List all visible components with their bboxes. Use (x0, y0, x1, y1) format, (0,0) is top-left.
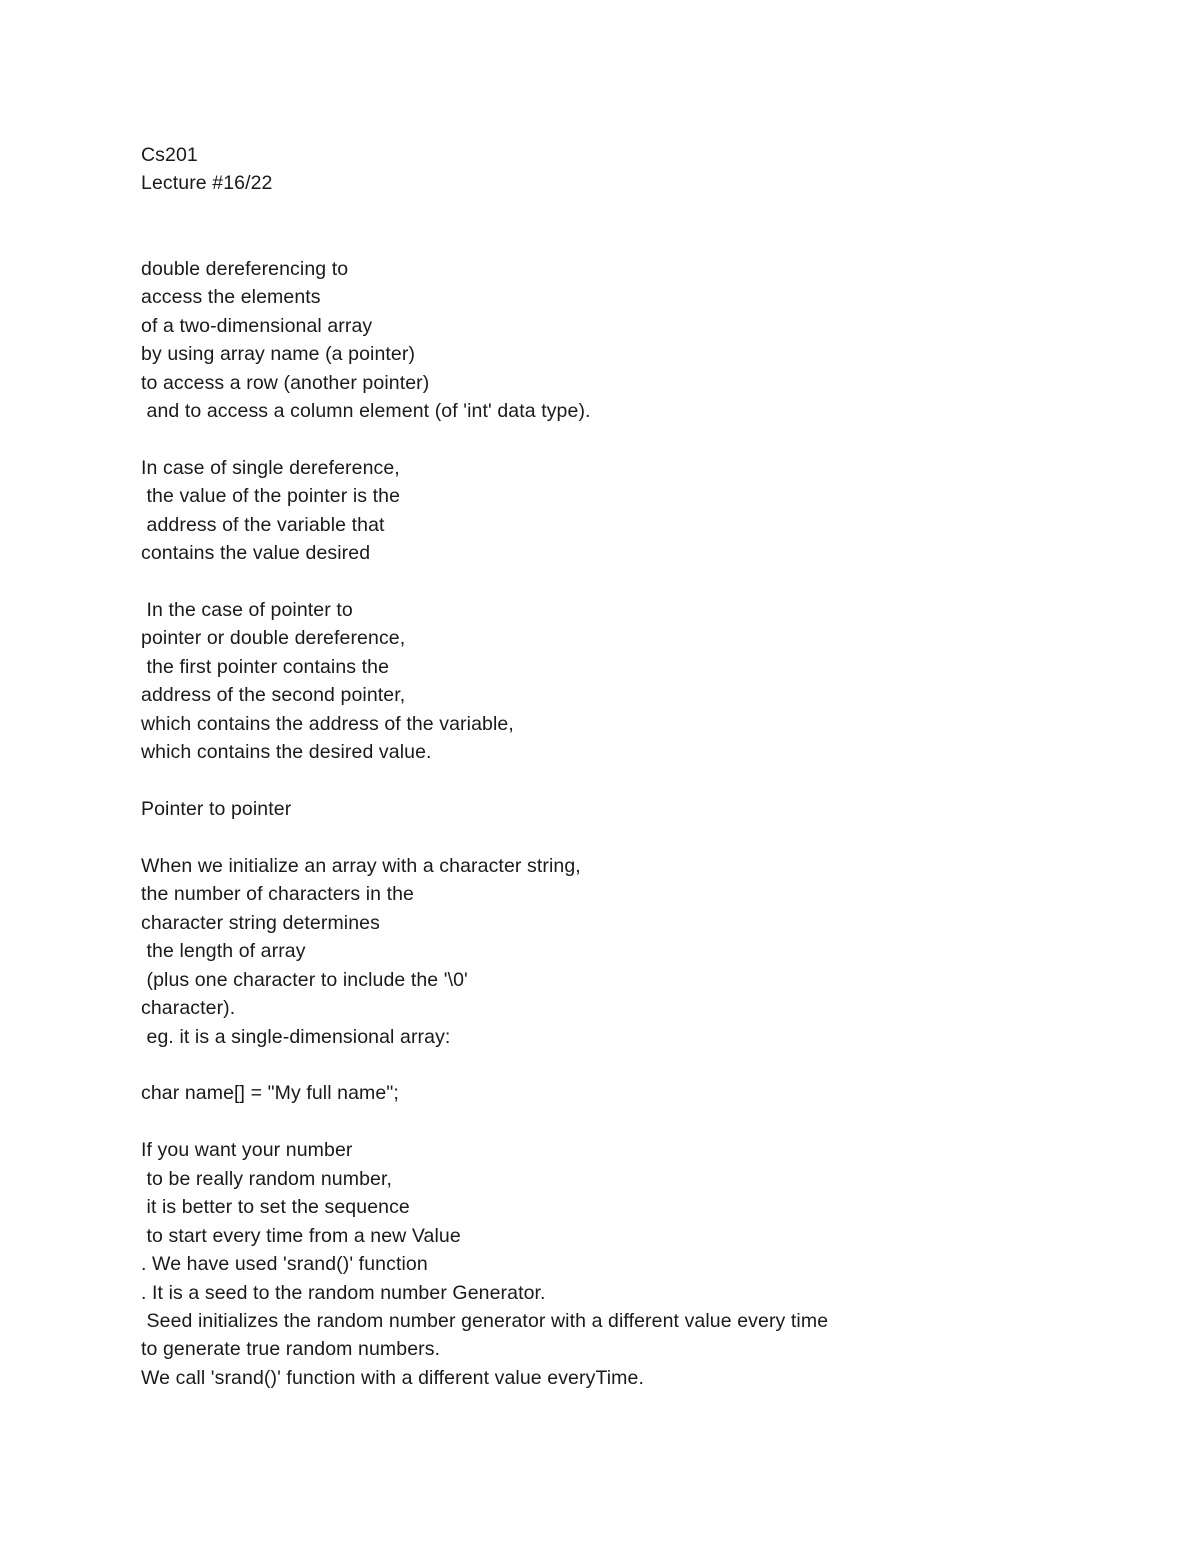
text-line: to generate true random numbers. (141, 1338, 441, 1361)
text-line: We call 'srand()' function with a different value everyTime. (141, 1366, 644, 1389)
text-line: character string determines (141, 911, 380, 934)
text-line: by using array name (a pointer) (141, 343, 416, 366)
text-line: the value of the pointer is the (141, 485, 401, 508)
text-line: the length of array (141, 940, 306, 963)
text-line: . It is a seed to the random number Generator. (141, 1281, 546, 1304)
spacer (141, 767, 1141, 795)
document-body (141, 141, 1141, 1392)
text-line: which contains the desired value. (141, 741, 432, 764)
text-line: the number of characters in the (141, 883, 414, 906)
paragraph-random-numbers (141, 1136, 1141, 1392)
text-line: When we initialize an array with a character string, (141, 854, 581, 877)
text-line: access the elements (141, 286, 321, 309)
code-example (141, 1079, 1141, 1107)
text-line: to be really random number, (141, 1167, 393, 1190)
text-line: to start every time from a new Value (141, 1224, 461, 1247)
text-line: contains the value desired (141, 542, 371, 565)
spacer (141, 568, 1141, 596)
text-line: In case of single dereference, (141, 456, 400, 479)
spacer (141, 824, 1141, 852)
text-line: (plus one character to include the '\0' (141, 968, 468, 991)
text-line: pointer or double dereference, (141, 627, 406, 650)
text-line: . We have used 'srand()' function (141, 1253, 428, 1276)
text-line: In the case of pointer to (141, 599, 353, 621)
text-line: double dereferencing to (141, 257, 349, 280)
paragraph-character-string (141, 852, 1141, 1051)
spacer (141, 425, 1141, 453)
text-line: and to access a column element (of 'int' data type). (141, 399, 591, 422)
text-line: of a two-dimensional array (141, 314, 373, 337)
text-line: it is better to set the sequence (141, 1196, 410, 1219)
heading-pointer-to-pointer (141, 795, 1141, 823)
paragraph-pointer-to-pointer (141, 596, 1141, 767)
text-line: to access a row (another pointer) (141, 371, 430, 394)
text-line: If you want your number (141, 1139, 353, 1162)
spacer (141, 198, 1141, 226)
text-line: address of the second pointer, (141, 684, 406, 707)
text-line: Seed initializes the random number generator with a different value every time (141, 1309, 829, 1332)
text-line: which contains the address of the variable, (141, 712, 514, 735)
text-line: eg. it is a single-dimensional array: (141, 1025, 451, 1048)
text-line: the first pointer contains the (141, 655, 390, 678)
text-line: Pointer to pointer (141, 798, 292, 821)
lecture-number: Lecture #16/22 (141, 172, 273, 195)
course-code: Cs201 (141, 144, 198, 166)
spacer (141, 226, 1141, 254)
text-line: char name[] = "My full name"; (141, 1082, 399, 1105)
paragraph-double-dereferencing (141, 255, 1141, 426)
spacer (141, 1051, 1141, 1079)
text-line: character). (141, 997, 236, 1020)
paragraph-single-dereference (141, 454, 1141, 568)
text-line: address of the variable that (141, 513, 385, 536)
spacer (141, 1108, 1141, 1136)
